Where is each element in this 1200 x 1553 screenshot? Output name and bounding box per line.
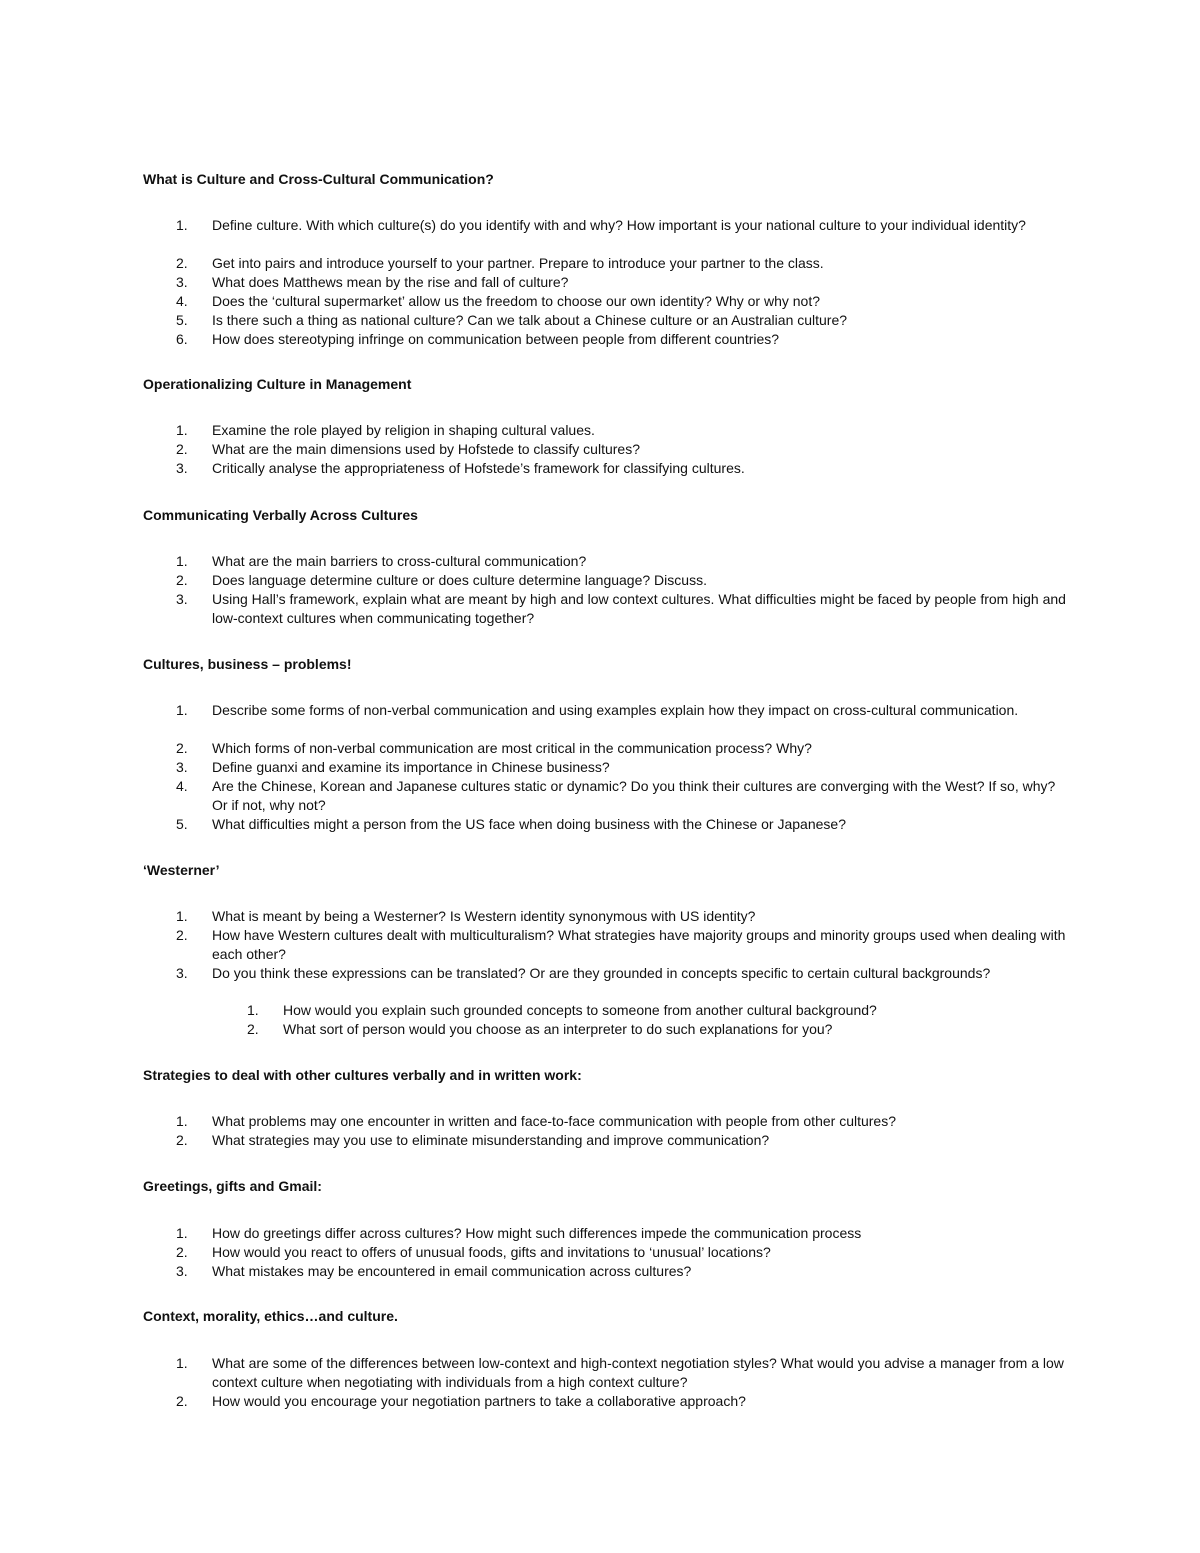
section-heading: Greetings, gifts and Gmail: xyxy=(143,1178,322,1194)
item-text: What problems may one encounter in written and face-to-face communication with people from other cultures? xyxy=(212,1113,897,1129)
item-text: Do you think these expressions can be translated? Or are they grounded in concepts specific to certain cultural backgrounds? xyxy=(212,965,991,981)
item-text: What difficulties might a person from the US face when doing business with the Chinese or Japanese? xyxy=(212,816,846,832)
section-heading: ‘Westerner’ xyxy=(143,862,220,878)
item-text: Define culture. With which culture(s) do you identify with and why? How important is your national culture to your individual identity? xyxy=(212,217,1026,233)
item-text: What does Matthews mean by the rise and fall of culture? xyxy=(212,274,569,290)
item-text: Using Hall’s framework, explain what are meant by high and low context cultures. What difficulties might be faced by people from high and low-context cultures when communicating together? xyxy=(212,591,1066,626)
item-text: Critically analyse the appropriateness of Hofstede’s framework for classifying cultures. xyxy=(212,460,745,476)
item-text: Examine the role played by religion in shaping cultural values. xyxy=(212,422,595,438)
item-text: How have Western cultures dealt with multiculturalism? What strategies have majority groups and minority groups used when dealing with each other? xyxy=(212,927,1066,962)
item-number: 1. xyxy=(176,1225,188,1241)
section-heading: Communicating Verbally Across Cultures xyxy=(143,507,418,523)
section-heading: Strategies to deal with other cultures verbally and in written work: xyxy=(143,1067,582,1083)
item-number: 2. xyxy=(176,441,188,457)
section-heading: Context, morality, ethics…and culture. xyxy=(143,1308,398,1324)
item-number: 1. xyxy=(247,1002,259,1018)
item-text: How do greetings differ across cultures? How might such differences impede the communication process xyxy=(212,1225,862,1241)
item-number: 1. xyxy=(176,1355,188,1371)
item-number: 2. xyxy=(176,1393,188,1409)
item-number: 2. xyxy=(176,255,188,271)
item-number: 6. xyxy=(176,331,188,347)
item-text: How would you encourage your negotiation partners to take a collaborative approach? xyxy=(212,1393,746,1409)
item-number: 2. xyxy=(247,1021,259,1037)
item-number: 3. xyxy=(176,1263,188,1279)
item-text: Which forms of non-verbal communication are most critical in the communication process? Why? xyxy=(212,740,812,756)
item-number: 5. xyxy=(176,312,188,328)
item-text: How does stereotyping infringe on communication between people from different countries? xyxy=(212,331,780,347)
section-heading: Cultures, business – problems! xyxy=(143,656,352,672)
item-number: 1. xyxy=(176,217,188,233)
item-number: 2. xyxy=(176,927,188,943)
item-text: What are the main dimensions used by Hofstede to classify cultures? xyxy=(212,441,640,457)
item-number: 2. xyxy=(176,1132,188,1148)
item-text: Describe some forms of non-verbal communication and using examples explain how they impact on cross-cultural communication. xyxy=(212,702,1019,718)
item-number: 3. xyxy=(176,965,188,981)
item-text: Get into pairs and introduce yourself to your partner. Prepare to introduce your partner to the class. xyxy=(212,255,824,271)
item-number: 1. xyxy=(176,702,188,718)
item-number: 1. xyxy=(176,1113,188,1129)
item-number: 3. xyxy=(176,759,188,775)
item-text: What strategies may you use to eliminate misunderstanding and improve communication? xyxy=(212,1132,770,1148)
item-text: Does the ‘cultural supermarket’ allow us the freedom to choose our own identity? Why or why not? xyxy=(212,293,821,309)
item-number: 1. xyxy=(176,422,188,438)
item-number: 3. xyxy=(176,274,188,290)
item-text: How would you explain such grounded concepts to someone from another cultural background? xyxy=(283,1002,877,1018)
item-number: 2. xyxy=(176,740,188,756)
item-text: Define guanxi and examine its importance in Chinese business? xyxy=(212,759,610,775)
item-text: What is meant by being a Westerner? Is Western identity synonymous with US identity? xyxy=(212,908,756,924)
item-number: 4. xyxy=(176,293,188,309)
item-number: 1. xyxy=(176,553,188,569)
item-text: What mistakes may be encountered in email communication across cultures? xyxy=(212,1263,692,1279)
item-text: Is there such a thing as national culture? Can we talk about a Chinese culture or an Australian culture? xyxy=(212,312,848,328)
section-heading: Operationalizing Culture in Management xyxy=(143,376,412,392)
item-text: What are the main barriers to cross-cultural communication? xyxy=(212,553,587,569)
item-number: 2. xyxy=(176,572,188,588)
item-text: How would you react to offers of unusual foods, gifts and invitations to ‘unusual’ locations? xyxy=(212,1244,771,1260)
item-number: 1. xyxy=(176,908,188,924)
item-number: 3. xyxy=(176,591,188,607)
item-text: What sort of person would you choose as an interpreter to do such explanations for you? xyxy=(283,1021,833,1037)
item-number: 2. xyxy=(176,1244,188,1260)
item-text: Are the Chinese, Korean and Japanese cultures static or dynamic? Do you think their cultures are converging with the West? If so, why? Or if not, why not? xyxy=(212,778,1056,813)
section-heading: What is Culture and Cross-Cultural Communication? xyxy=(143,171,494,187)
item-text: What are some of the differences between low-context and high-context negotiation styles? What would you advise a manager from a low context culture when negotiating with individuals from a high context culture? xyxy=(212,1355,1064,1390)
item-number: 4. xyxy=(176,778,188,794)
item-text: Does language determine culture or does culture determine language? Discuss. xyxy=(212,572,707,588)
item-number: 3. xyxy=(176,460,188,476)
item-number: 5. xyxy=(176,816,188,832)
